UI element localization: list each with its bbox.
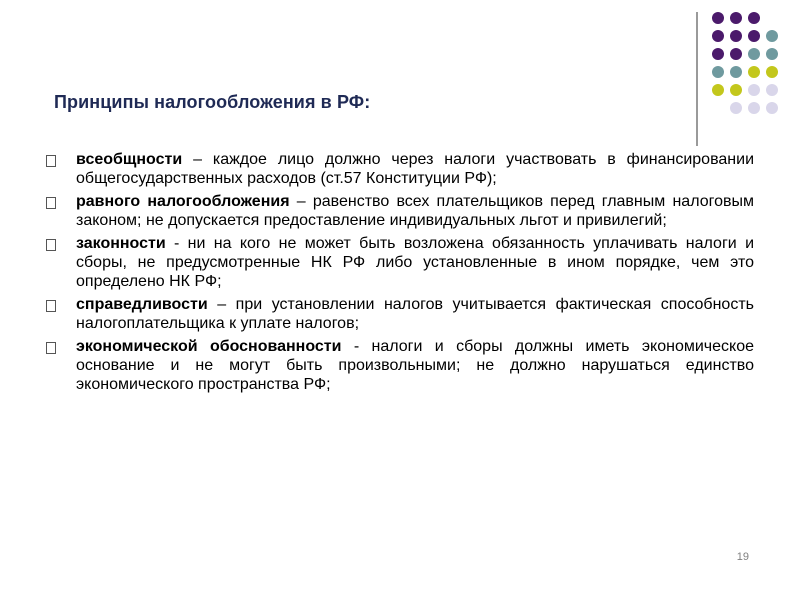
principle-description: - ни на кого не может быть возложена обязанность уплачивать налоги и сборы, не предусмотренные НК РФ либо установленные в ином порядке, чем это определено НК РФ; [76,235,754,290]
principle-description: – равенство всех плательщиков перед главным налоговым законом; не допускается предоставление индивидуальных льгот и привилегий; [76,193,755,229]
decorative-dot [766,84,778,96]
principles-list [46,150,754,398]
principle-term: справедливости [76,296,208,313]
principle-text [76,234,754,291]
decorative-dot [748,84,760,96]
list-item [46,234,754,291]
decorative-dot [748,30,760,42]
list-item [46,337,754,394]
decorative-dot-grid [0,0,800,140]
principle-term: всеобщности [76,151,183,168]
page-number: 19 [736,551,749,563]
decorative-dot [766,48,778,60]
list-item [46,295,754,333]
decorative-dot [730,30,742,42]
bullet-box-icon [46,197,56,209]
list-item [46,150,754,188]
bullet-box-icon [46,155,56,167]
decorative-dot [712,12,724,24]
slide-title: Принципы налогообложения в РФ: [54,92,371,112]
decorative-dot [766,102,778,114]
decorative-dot [730,66,742,78]
list-item [46,192,754,230]
principle-description: – при установлении налогов учитывается фактическая способность налогоплательщика к уплате налогов; [76,296,754,332]
decorative-dot [712,84,724,96]
decorative-dot [748,48,760,60]
principle-description: – каждое лицо должно через налоги участвовать в финансировании общегосударственных расходов (ст.57 Конституции РФ); [76,151,754,187]
principle-term: законности [76,235,166,252]
decorative-dot [730,12,742,24]
decorative-dot [730,102,742,114]
principle-term: равного налогообложения [76,193,290,210]
decorative-dot [712,66,724,78]
principle-text [76,295,754,333]
decorative-dot [766,66,778,78]
principle-text [76,192,754,230]
decorative-dot [730,84,742,96]
bullet-box-icon [46,239,56,251]
decorative-dot [748,12,760,24]
decorative-dot [730,48,742,60]
decorative-dot [748,66,760,78]
principle-text [76,337,754,394]
bullet-box-icon [46,342,56,354]
decorative-dot [766,30,778,42]
principle-description: - налоги и сборы должны иметь экономическое основание и не могут быть произвольными; не должно нарушаться единство экономического пространства РФ; [76,338,754,393]
decorative-dot [712,30,724,42]
principle-text [76,150,754,188]
principle-term: экономической обоснованности [76,338,342,355]
decorative-dot [748,102,760,114]
decorative-dot [712,48,724,60]
bullet-box-icon [46,300,56,312]
